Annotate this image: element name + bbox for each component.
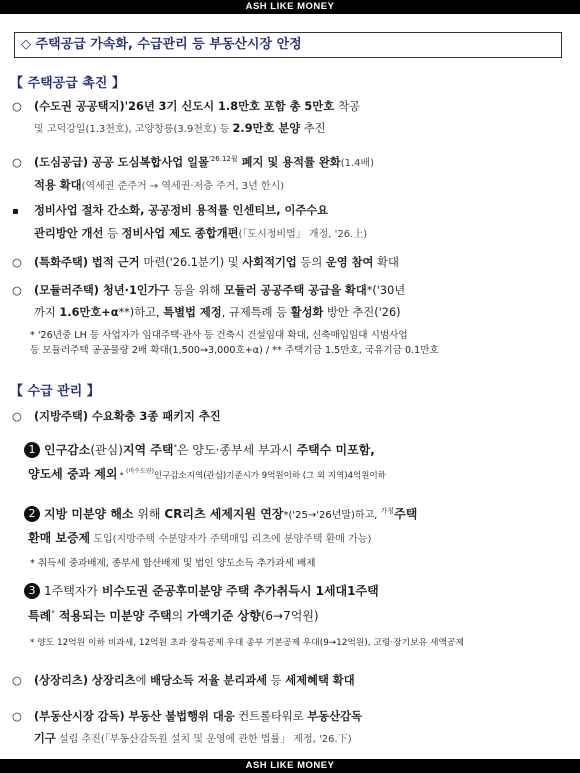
number-badge-1: 1	[24, 442, 40, 458]
section-title-supply: 【 주택공급 촉진 】	[10, 76, 125, 91]
footnote-cr-reits: * 취득세 중과배제, 종부세 합산배제 및 법인 양도소득 추가과세 배제	[30, 558, 316, 569]
item-urban-supply: ○ (도심공급) 공공 도심복합사업 일몰$^{'26.12월}$ 폐지 및 용적률 완화(1.4배) 적용 확대(역세권 준주거 → 역세권·저층 주거, 3년 한시)	[12, 155, 375, 192]
number-badge-2: 2	[24, 506, 40, 522]
item-metro-land: ○ (수도권 공공택지)'26년 3기 신도시 1.8만호 포함 총 5만호 착공 및 고덕강일(1.3천호), 고양창릉(3.9천호) 등 2.9만호 분양 추진	[12, 100, 360, 135]
top-banner: ASH LIKE MONEY	[0, 0, 580, 14]
item-regional-housing: ○ (지방주택) 수요확충 3종 패키지 추진	[12, 410, 221, 423]
headline-box: ◇ 주택공급 가속화, 수급관리 등 부동산시장 안정	[14, 32, 562, 58]
package-item-1: 1 인구감소(관심)지역 주택*은 양도·종부세 부과시 주택수 미포함, 양도세 중과 제외 * $^{(비수도권)}$인구감소지역(관심)기준시가 9억원이하 (그 외 지역)4억원이하	[24, 436, 570, 487]
section-title-demand: 【 수급 관리 】	[10, 384, 100, 399]
item-listed-reits: ○ (상장리츠) 상장리츠에 배당소득 저율 분리과세 등 세제혜택 확대	[12, 674, 355, 687]
bottom-banner: ASH LIKE MONEY	[0, 759, 580, 773]
item-special-housing: ○ (특화주택) 법적 근거 마련('26.1분기) 및 사회적기업 등의 운영 참여 확대	[12, 256, 399, 269]
item-modular-housing: ○ (모듈러주택) 청년·1인가구 등을 위해 모듈러 공공주택 공급을 확대*('30년 까지 1.6만호+α**)하고, 특별법 제정, 규제특례 등 활성화 방안 추진('26)	[12, 284, 406, 319]
number-badge-3: 3	[24, 583, 40, 599]
footnote-one-home: * 양도 12억원 이하 비과세, 12억원 초과 장특공제 우대 종부 기본공제 우대(9→12억원), 고령·장기보유 세액공제	[30, 638, 464, 648]
item-redevelopment: ▪ 정비사업 절차 간소화, 공공정비 용적률 인센티브, 이주수요 관리방안 개선 등 정비사업 제도 종합개편(「도시정비법」 개정, '26.上)	[12, 204, 368, 240]
package-item-2: 2 지방 미분양 해소 위해 CR리츠 세제지원 연장*('25→'26년말)하고, $^{가칭}$주택 환매 보증제 도입(지방주택 수분양자가 주택매입 리츠에 분양주택 환매 가능)	[24, 500, 570, 551]
package-item-3: 3 1주택자가 비수도권 준공후미분양 주택 추가취득시 1세대1주택 특례* 적용되는 미분양 주택의 가액기준 상향(6→7억원)	[24, 580, 570, 627]
footnote-modular: * '26년중 LH 등 사업자가 임대주택·관사 등 건축시 건설임대 확대, 신축매입임대 시범사업 등 모듈러주택 공공물량 2배 확대(1,500→3,000호+α) / ** 주택기금 1.5만호, 국유기금 0.1만호	[30, 330, 439, 356]
item-market-supervision: ○ (부동산시장 감독) 부동산 불법행위 대응 컨트롤타워로 부동산감독 기구 설립 추진(「부동산감독원 설치 및 운영에 관한 법률」 제정, '26.下)	[12, 710, 362, 745]
